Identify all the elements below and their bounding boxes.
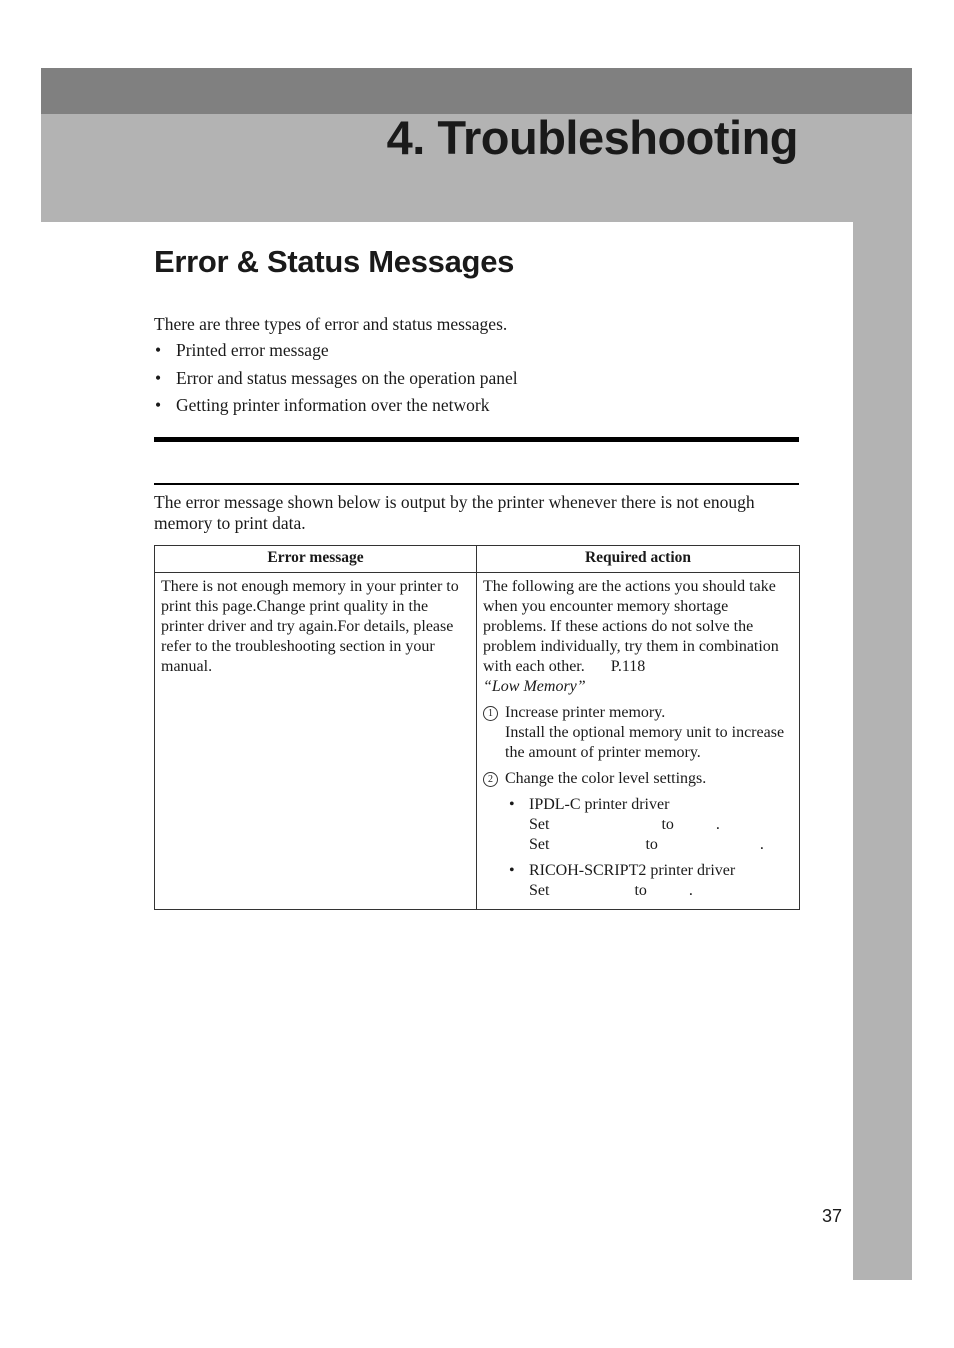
reference-title: “Low Memory” — [483, 678, 586, 695]
action-intro — [483, 577, 793, 697]
chapter-side-tab — [853, 222, 912, 1280]
required-action-cell — [477, 573, 800, 910]
list-item: • Getting printer information over the network — [154, 394, 804, 422]
message-types-list — [154, 339, 804, 422]
column-header-required-action: Required action — [477, 546, 800, 573]
setting-line: Set to . — [529, 816, 720, 833]
step-item — [483, 703, 793, 763]
step-item — [483, 769, 793, 789]
step-title: Increase printer memory. — [505, 704, 666, 721]
setting-line: Set to . — [529, 836, 764, 853]
error-message-text: There is not enough memory in your printer to print this page.Change print quality in the printer driver and try again.For details, please refer to the troubleshooting section in your manual. — [161, 578, 459, 675]
step-title: Change the color level settings. — [505, 770, 707, 787]
chapter-header-band-dark — [41, 68, 912, 114]
table-row — [155, 573, 800, 910]
driver-item — [483, 795, 793, 855]
step-number-icon: 2 — [483, 772, 498, 787]
section-divider-thick — [154, 437, 799, 442]
list-item: • Error and status messages on the operation panel — [154, 367, 804, 395]
section-title: Error & Status Messages — [154, 244, 515, 279]
setting-line: Set to . — [529, 882, 693, 899]
error-message-table — [154, 545, 800, 910]
step-detail: Install the optional memory unit to increase the amount of printer memory. — [505, 724, 785, 761]
driver-name: RICOH-SCRIPT2 printer driver — [529, 862, 736, 879]
page-number: 37 — [822, 1206, 843, 1226]
action-intro-text: The following are the actions you should take when you encounter memory shortage problems. If these actions do not solve the problem individually, try them in combination with each other. — [483, 578, 779, 675]
error-message-cell — [155, 573, 477, 910]
driver-item — [483, 861, 793, 901]
bullet-icon: • — [509, 862, 515, 879]
table-header-row — [155, 546, 800, 573]
driver-name: IPDL-C printer driver — [529, 796, 670, 813]
bullet-icon: • — [509, 796, 515, 813]
list-item: • Printed error message — [154, 339, 804, 367]
intro-text: There are three types of error and status messages. — [154, 314, 508, 334]
chapter-title: 4. Troubleshooting — [386, 111, 798, 164]
error-description: The error message shown below is output by the printer whenever there is not enough memory to print data. — [154, 492, 755, 533]
page-reference: P.118 — [610, 658, 646, 675]
column-header-error-message: Error message — [155, 546, 477, 573]
step-number-icon: 1 — [483, 706, 498, 721]
section-divider-thin — [154, 483, 799, 485]
